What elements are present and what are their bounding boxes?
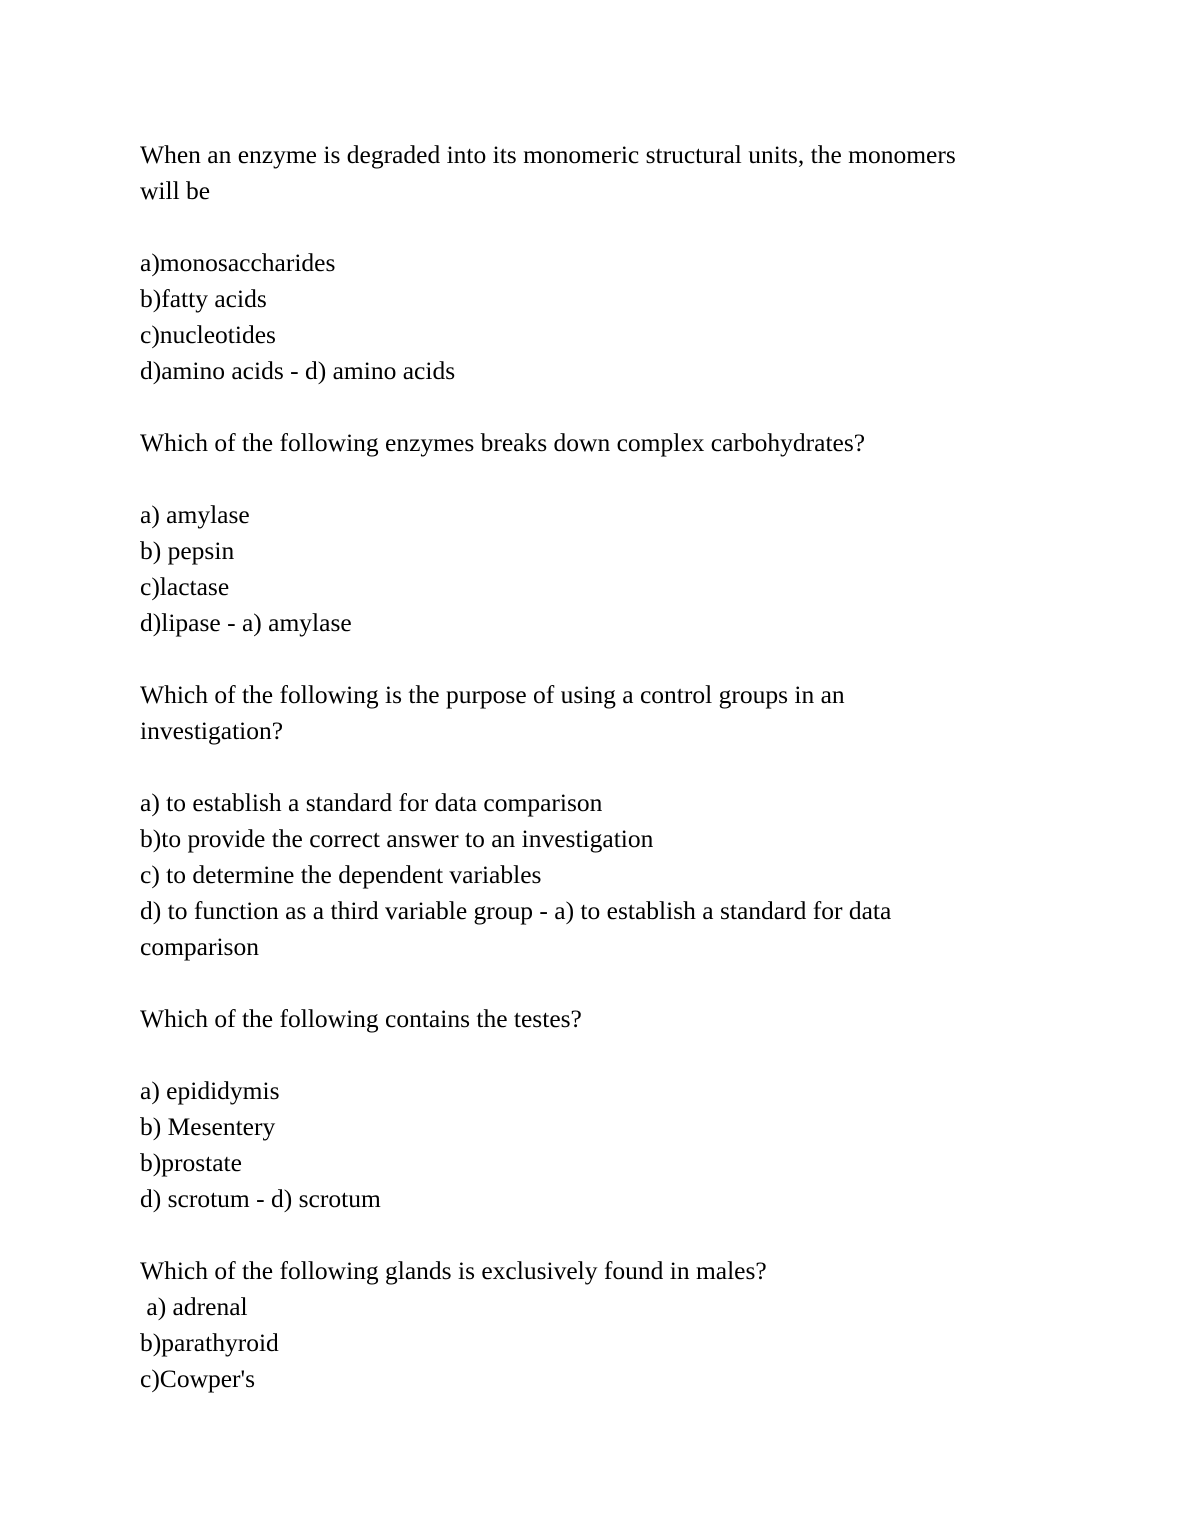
option-line: b)parathyroid	[140, 1328, 279, 1357]
option-line: b)prostate	[140, 1148, 242, 1177]
option-line: d) scrotum - d) scrotum	[140, 1184, 381, 1213]
option-line: d) to function as a third variable group - a) to establish a standard for data	[140, 896, 892, 925]
question-2-text	[140, 425, 1040, 461]
option-line: d)lipase - a) amylase	[140, 608, 352, 637]
option-line: a) to establish a standard for data comparison	[140, 788, 603, 817]
question-line: Which of the following contains the testes?	[140, 1004, 582, 1033]
question-line: investigation?	[140, 716, 284, 745]
option-line: b) pepsin	[140, 536, 235, 565]
question-4-options	[140, 1073, 1040, 1217]
question-line: will be	[140, 176, 211, 205]
document-page	[140, 137, 1040, 1433]
question-line: Which of the following enzymes breaks down complex carbohydrates?	[140, 428, 866, 457]
question-line: When an enzyme is degraded into its monomeric structural units, the monomers	[140, 140, 956, 169]
option-line: c) to determine the dependent variables	[140, 860, 542, 889]
question-line: Which of the following is the purpose of using a control groups in an	[140, 680, 845, 709]
option-line: a) epididymis	[140, 1076, 280, 1105]
option-line: b)to provide the correct answer to an investigation	[140, 824, 654, 853]
question-2-options	[140, 497, 1040, 641]
question-3-text	[140, 677, 1040, 749]
option-line: b) Mesentery	[140, 1112, 276, 1141]
question-line: Which of the following glands is exclusively found in males?	[140, 1256, 767, 1285]
question-3-options	[140, 785, 1040, 965]
option-line: b)fatty acids	[140, 284, 267, 313]
option-line: a) amylase	[140, 500, 250, 529]
option-line: a)monosaccharides	[140, 248, 336, 277]
question-1-text	[140, 137, 1040, 209]
option-line: d)amino acids - d) amino acids	[140, 356, 456, 385]
question-5-text	[140, 1253, 1040, 1397]
option-line: a) adrenal	[140, 1292, 248, 1321]
option-line: c)nucleotides	[140, 320, 276, 349]
option-line: c)lactase	[140, 572, 230, 601]
question-4-text	[140, 1001, 1040, 1037]
option-line: c)Cowper's	[140, 1364, 256, 1393]
question-1-options	[140, 245, 1040, 389]
option-line: comparison	[140, 932, 259, 961]
